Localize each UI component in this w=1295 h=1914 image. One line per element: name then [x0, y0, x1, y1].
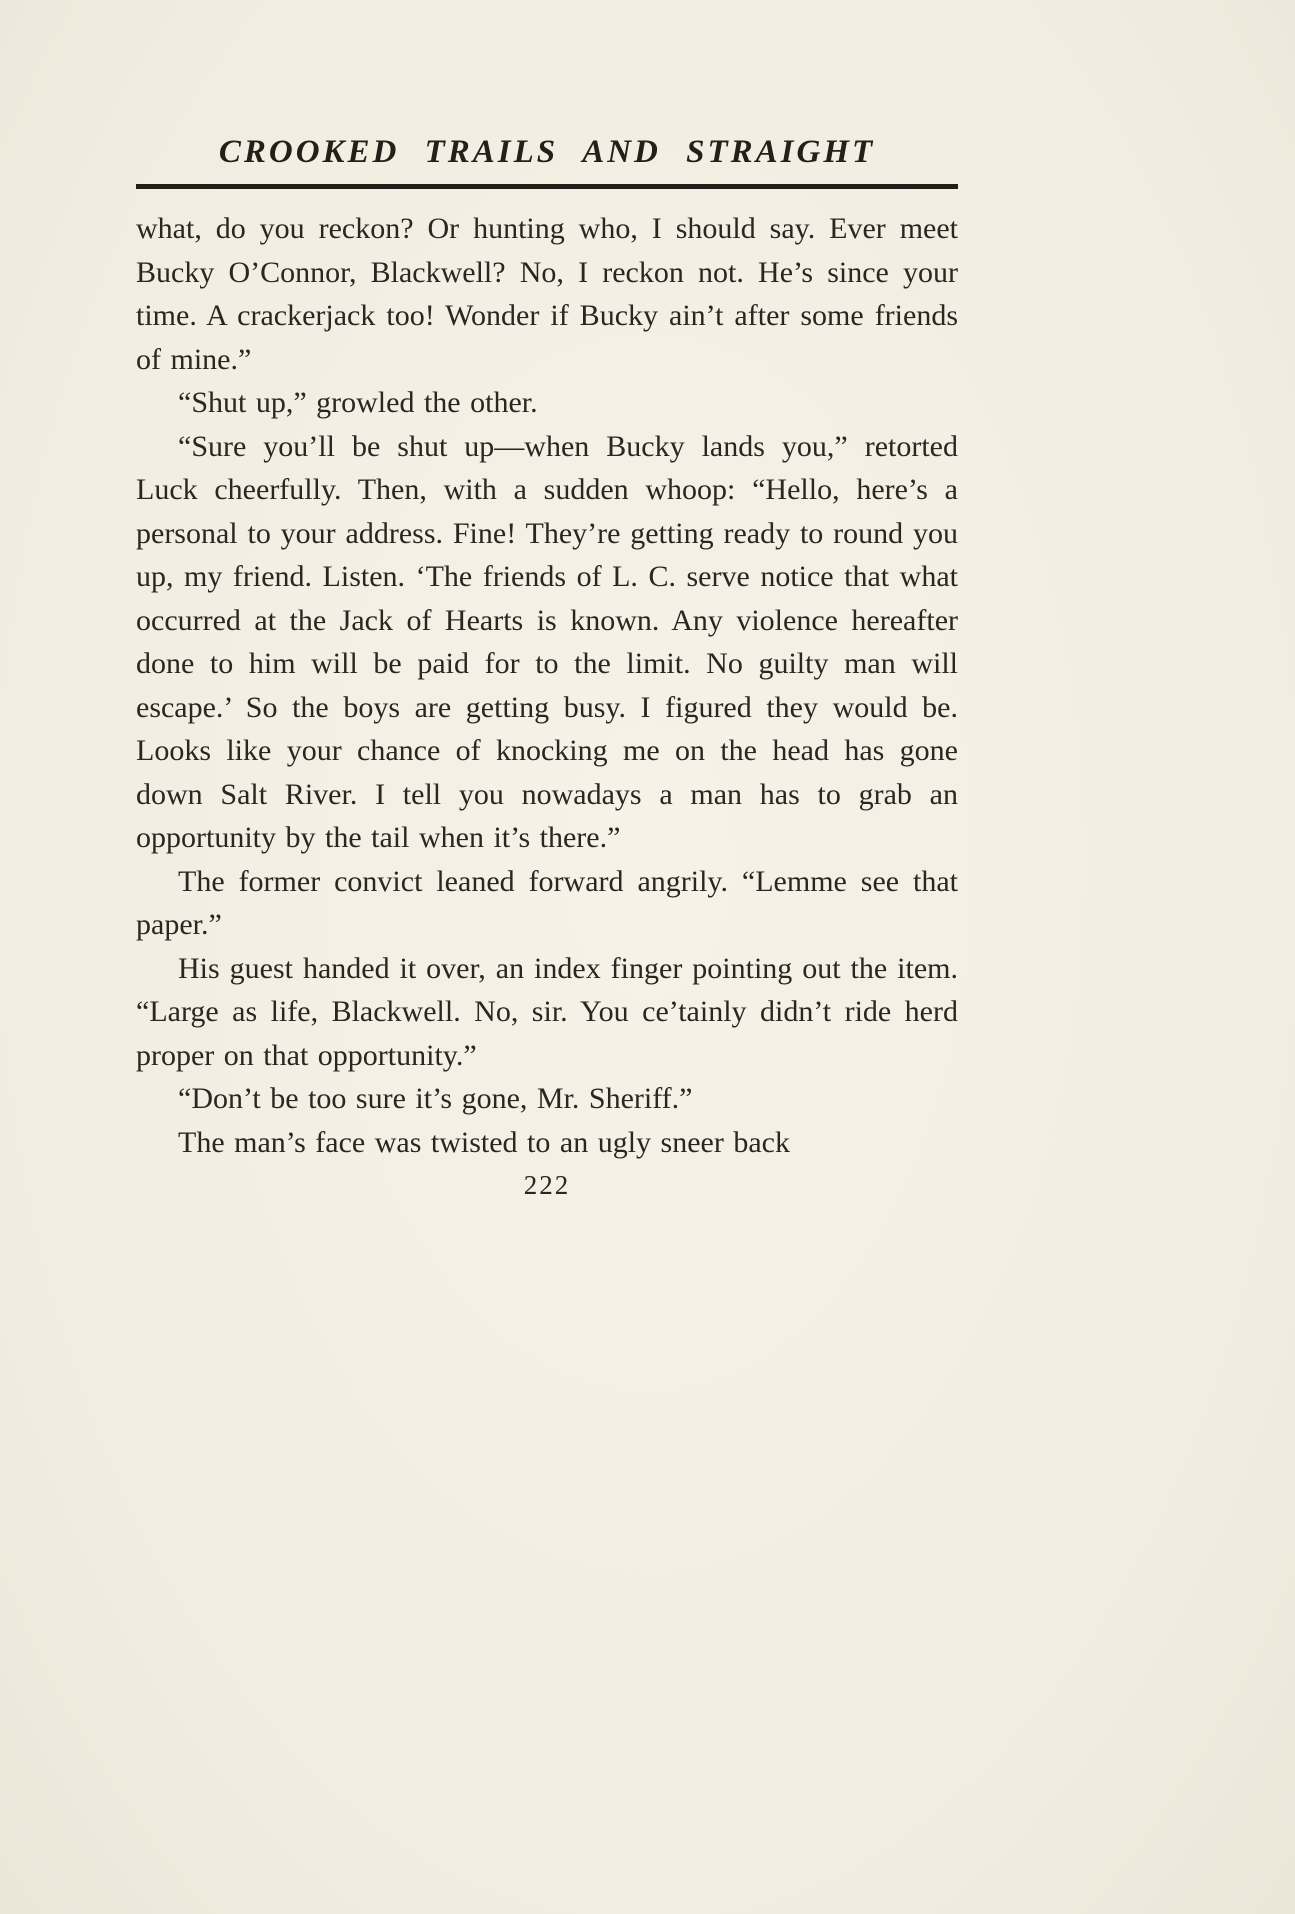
body-paragraph: what, do you reckon? Or hunting who, I should say. Ever meet Bucky O’Connor, Blackwell? No, I reckon not. He’s since your time. A crackerjack too! Wonder if Bucky ain’t after some friends of mine.”: [136, 212, 958, 376]
body-paragraph: “Sure you’ll be shut up—when Bucky lands you,” retorted Luck cheerfully. Then, with a sudden whoop: “Hello, here’s a personal to your address. Fine! They’re getting ready to round you up, my friend. Listen. ‘The friends of L. C. serve notice that what occurred at the Jack of Hearts is known. Any violence hereafter done to him will be paid for to the limit. No guilty man will escape.’ So the boys are getting busy. I figured they would be. Looks like your chance of knocking me on the head has gone down Salt River. I tell you nowadays a man has to grab an opportunity by the tail when it’s there.”: [136, 429, 958, 854]
body-paragraph: His guest handed it over, an index finger pointing out the item. “Large as life, Blackwell. No, sir. You ce’tainly didn’t ride herd proper on that opportunity.”: [136, 951, 958, 1072]
header-rule: [136, 184, 958, 189]
body-text: [136, 207, 958, 1164]
body-paragraph: “Don’t be too sure it’s gone, Mr. Sheriff.”: [178, 1082, 693, 1115]
body-paragraph: The former convict leaned forward angrily. “Lemme see that paper.”: [136, 864, 958, 941]
text-column: [136, 134, 958, 1201]
body-paragraph: “Shut up,” growled the other.: [178, 386, 538, 419]
body-paragraph: The man’s face was twisted to an ugly sneer back: [178, 1125, 790, 1159]
page-number: 222: [523, 1170, 571, 1200]
page-header-title: CROOKED TRAILS AND STRAIGHT: [218, 134, 876, 170]
